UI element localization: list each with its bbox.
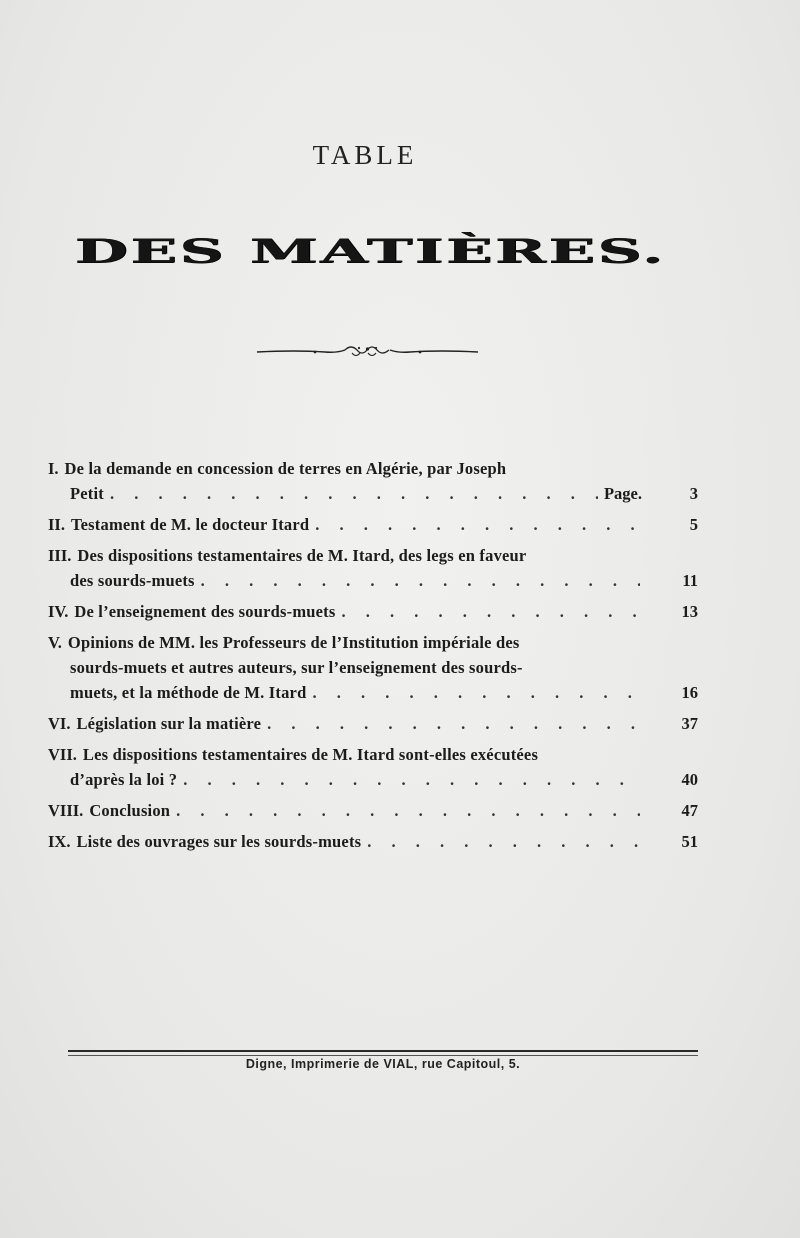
toc-entry-text: Les dispositions testamentaires de M. Itard sont-elles exécutées: [82, 745, 539, 764]
dot-leader: [183, 767, 640, 792]
toc-entry-line: [48, 630, 646, 655]
toc-entry-text: De l’enseignement des sourds-muets: [74, 602, 336, 621]
toc-entry-number: VI.: [48, 714, 71, 733]
toc-entry-number: III.: [48, 546, 72, 565]
toc-entry-text: Liste des ouvrages sur les sourds-muets: [76, 832, 362, 851]
dot-leader: [201, 568, 640, 593]
toc-entry-text: Petit: [70, 484, 104, 503]
dot-leader: [367, 829, 640, 854]
toc-entry: [48, 599, 698, 624]
toc-entry: [48, 543, 698, 593]
toc-entry: [48, 798, 698, 823]
toc-entry-line: [48, 742, 646, 767]
toc-entry-number: IX.: [48, 832, 71, 851]
title-table: TABLE: [312, 140, 418, 170]
toc-page-label: Page.: [603, 484, 642, 503]
toc-page-number: 16: [681, 683, 698, 702]
toc-page-number: 13: [681, 602, 698, 621]
toc-entry: [48, 630, 698, 705]
table-of-contents: [48, 456, 698, 860]
toc-page-number: 11: [682, 571, 698, 590]
title-des-matieres: DES MATIÈRES.: [74, 232, 666, 271]
toc-entry: [48, 711, 698, 736]
ornament-divider-icon: [255, 340, 480, 364]
footer-rule-thin: [68, 1055, 698, 1056]
toc-entry-line: [48, 456, 646, 481]
dot-leader: [315, 512, 640, 537]
toc-entry: [48, 512, 698, 537]
toc-page-number: 5: [689, 515, 698, 534]
toc-entry-last-line: [48, 798, 646, 823]
toc-page-number: 40: [681, 770, 698, 789]
toc-entry-last-line: [48, 599, 646, 624]
dot-leader: [312, 680, 640, 705]
dot-leader: [110, 481, 598, 506]
dot-leader: [267, 711, 640, 736]
toc-page-number: 3: [689, 484, 698, 503]
toc-page-number: 37: [681, 714, 698, 733]
toc-entry-last-line: [48, 767, 646, 792]
toc-entry: [48, 742, 698, 792]
toc-entry-text: muets, et la méthode de M. Itard: [70, 683, 307, 702]
toc-entry-last-line: [48, 512, 646, 537]
toc-entry-number: V.: [48, 633, 62, 652]
toc-entry-number: VIII.: [48, 801, 84, 820]
toc-entry-text: Législation sur la matière: [76, 714, 262, 733]
toc-entry-last-line: [48, 568, 646, 593]
toc-entry-number: II.: [48, 515, 65, 534]
toc-entry-text: Conclusion: [89, 801, 171, 820]
toc-entry-last-line: [48, 680, 646, 705]
toc-entry-number: IV.: [48, 602, 69, 621]
toc-entry-text: Des dispositions testamentaires de M. Itard, des legs en faveur: [77, 546, 527, 565]
toc-entry-text: sourds-muets et autres auteurs, sur l’enseignement des sourds-: [70, 658, 523, 677]
printer-imprint: Digne, Imprimerie de VIAL, rue Capitoul, 5.: [245, 1057, 521, 1071]
toc-entry-line: [48, 655, 646, 680]
toc-entry: [48, 456, 698, 506]
toc-entry-text: Testament de M. le docteur Itard: [70, 515, 310, 534]
toc-entry-last-line: [48, 481, 646, 506]
footer-rule: [68, 1050, 698, 1052]
toc-page-number: 47: [681, 801, 698, 820]
toc-page-number: 51: [681, 832, 698, 851]
toc-entry-line: [48, 543, 646, 568]
toc-entry-text: des sourds-muets: [70, 571, 195, 590]
toc-entry-text: De la demande en concession de terres en Algérie, par Joseph: [64, 459, 507, 478]
toc-entry: [48, 829, 698, 854]
toc-entry-text: d’après la loi ?: [70, 770, 178, 789]
toc-entry-last-line: [48, 711, 646, 736]
toc-entry-number: I.: [48, 459, 59, 478]
dot-leader: [342, 599, 641, 624]
toc-entry-text: Opinions de MM. les Professeurs de l’Institution impériale des: [67, 633, 520, 652]
dot-leader: [176, 798, 640, 823]
toc-entry-number: VII.: [48, 745, 77, 764]
toc-entry-last-line: [48, 829, 646, 854]
